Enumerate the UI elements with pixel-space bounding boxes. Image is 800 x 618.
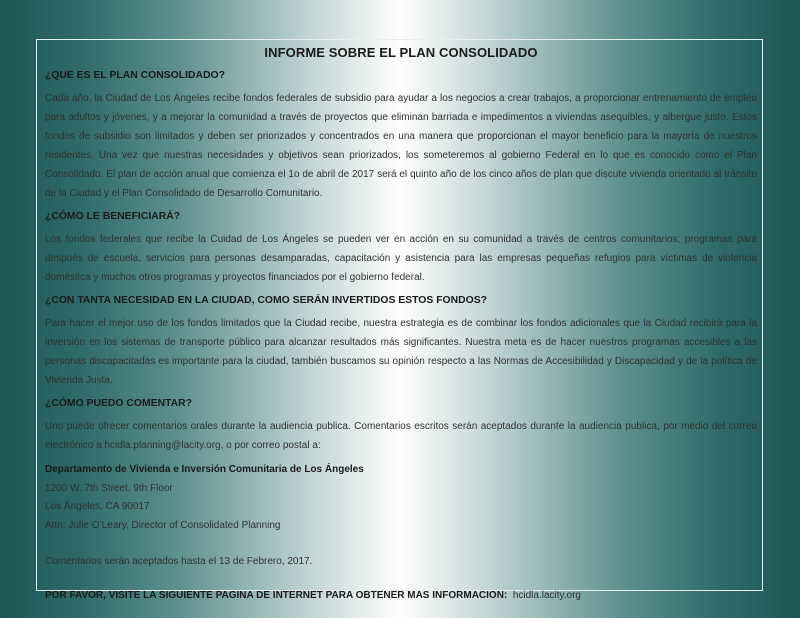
section-heading: ¿CON TANTA NECESIDAD EN LA CIUDAD, COMO SERÁN INVERTIDOS ESTOS FONDOS? <box>45 295 488 306</box>
section-heading: ¿QUE ES EL PLAN CONSOLIDADO? <box>45 70 225 81</box>
section-heading: ¿CÓMO LE BENEFICIARÁ? <box>45 211 181 222</box>
section-body: Cada año, la Ciudad de Los Ángeles recibe fondos federales de subsidio para ayudar a los negocios a crear trabajos, a proporcionar entrenamiento de empleo para adultos y jóvenes, y a mejorar la comunidad a través de proyectos que eliminan barriada e impedimentos a viviendas asequibles, y albergue justo. Estos fondos de subsidio son limitados y deben ser priorizados y concentrados en una manera que proporcionan el mayor beneficio para la mayoría de nuestros residentes. Una vez que nuestras necesidades y objetivos sean priorizados, los someteremos al gobierno Federal en lo que es conocido como el Plan Consolidado. El plan de acción anual que comienza el 1o de abril de 2017 será el quinto año de los cinco años de plan que discute vivienda orientado al tránsito de la Ciudad y el Plan Consolidado de Desarrollo Comunitario. <box>45 93 757 199</box>
section-body: Uno puede ofrecer comentarios orales durante la audiencia publica. Comentarios escritos serán aceptados durante la audiencia publica, por medio del correo electrónico a hcidla.planning@lacity.org, o por correo postal a: <box>45 421 757 451</box>
document-content <box>45 44 757 605</box>
address-line: 1200 W. 7th Street, 9th Floor <box>45 482 173 494</box>
section-heading: ¿CÓMO PUEDO COMENTAR? <box>45 398 193 409</box>
section-body: Los fondos federales que recibe la Cuidad de Los Ángeles se pueden ver en acción en su comunidad a través de centros comunitarios; programas para después de escuela, servicios para personas desamparadas, capacitación y asistencia para las empresas pequeñas refugios para víctimas de violencia doméstica y muchos otros programas y proyectos financiados por el gobierno federal. <box>45 234 757 283</box>
deadline-text: Comentarios serán aceptados hasta el 13 de Febrero, 2017. <box>45 556 313 567</box>
section-body: Para hacer el mejor uso de los fondos limitados que la Ciudad recibe, nuestra estrategia es de combinar los fondos adicionales que la Ciudad recibirá para la inversión en los sistemas de transporte público para alcanzar resultados más significantes. Nuestra meta es de hacer nuestros programas accesibles a las personas discapacitadas es importante para la ciudad, también buscamos su opinión respecto a las Normas de Accesibilidad y Discapacidad y de la política de Vivienda Justa. <box>45 318 757 386</box>
address-line: Los Ángeles, CA 90017 <box>45 501 150 512</box>
page-title: INFORME SOBRE EL PLAN CONSOLIDADO <box>264 45 538 60</box>
address-org: Departamento de Vivienda e Inversión Comunitaria de Los Ángeles <box>45 464 364 475</box>
footer-line <box>45 587 757 605</box>
footer-url: hcidla.lacity.org <box>512 590 581 601</box>
address-attn: Attn: Julie O’Leary, Director of Consolidated Planning <box>45 519 281 531</box>
mailing-address <box>45 461 757 535</box>
footer-label: POR FAVOR, VISITE LA SIGUIENTE PAGINA DE INTERNET PARA OBTENER MAS INFORMACION: <box>45 590 508 601</box>
